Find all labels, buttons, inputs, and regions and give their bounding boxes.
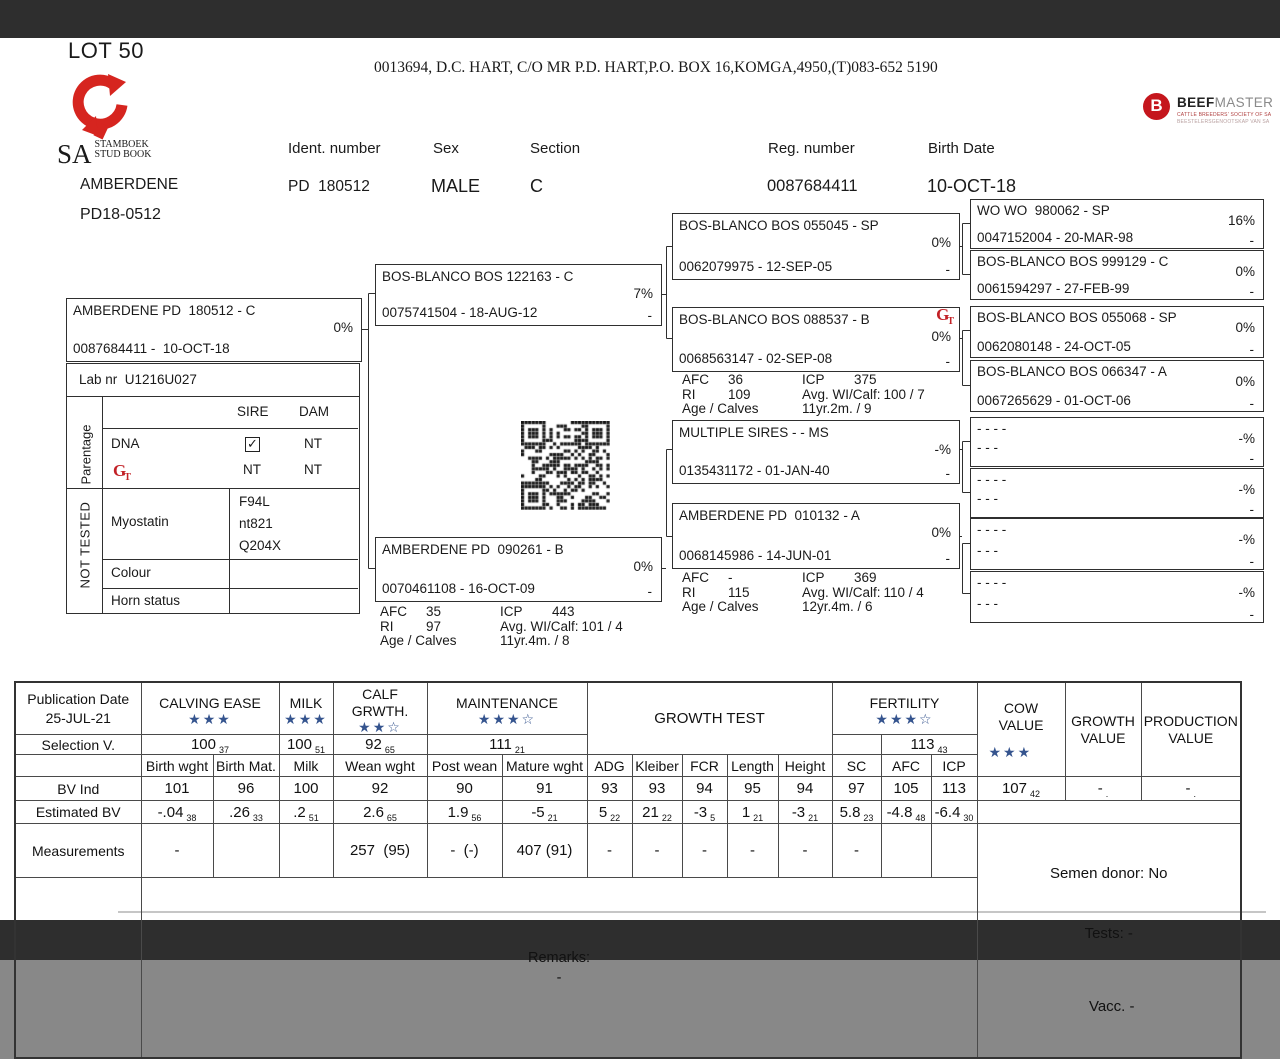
ri-label: RI [682,584,696,600]
ggp1-name: WO WO 980062 - SP [977,203,1110,218]
icp-label: ICP [802,372,825,387]
animal-name: AMBERDENE [80,176,179,193]
ggp-box-5 [970,417,1264,467]
ggp-box-1 [970,199,1264,249]
dam-column-header: DAM [299,404,329,419]
horn-status-row-label: Horn status [111,593,181,608]
beefmaster-logo [1143,93,1273,127]
ggp1-dash: - [1249,233,1254,248]
ggp1-pct: 16% [1227,213,1255,228]
beefmaster-subtitle-1: CATTLE BREEDERS' SOCIETY OF SA [1177,112,1272,118]
sire-name: BOS-BLANCO BOS 122163 - C [382,269,574,284]
ebv-value: .2 $_{51}$ [279,801,333,824]
gp3-name: MULTIPLE SIRES - - MS [679,425,829,440]
dam-stats [380,605,623,649]
ggp4-dash: - [1249,396,1254,411]
gp-box-4 [672,503,960,569]
ggp3-dash: - [1249,342,1254,357]
gp3-pct: -% [934,442,951,457]
measurement-value: - [682,824,727,878]
measurement-value [213,824,279,878]
bv-value: 92 [333,777,427,801]
gp2-dash: - [945,354,950,369]
measurement-value: - [632,824,682,878]
ebv-value: -5 $_{21}$ [502,801,587,824]
gp-box-3 [672,420,960,484]
avg-wi-calf-label: Avg. WI/Calf: [500,618,579,634]
bv-value: 94 [682,777,727,801]
gp4-pct: 0% [931,525,951,540]
measurement-value: - [727,824,778,878]
calving-selection-value: 100 $_{37}$ [141,735,279,755]
ident-number-label: Ident. number [288,140,381,157]
afc-label: AFC [380,604,407,619]
bv-value: 91 [502,777,587,801]
ggp-box-2 [970,250,1264,300]
col-kleiber: Kleiber [632,755,682,777]
bv-value: 90 [427,777,502,801]
ggp3-name: BOS-BLANCO BOS 055068 - SP [977,310,1177,325]
col-height: Height [778,755,832,777]
gp4-icp: 369 [854,570,877,585]
bv-value: 93 [587,777,632,801]
sa-studbook-logo-text [57,139,151,170]
ebv-value: 2.6 $_{65}$ [333,801,427,824]
not-tested-section-label: NOT TESTED [77,501,93,589]
ri-label: RI [380,618,394,634]
dam-pct: 0% [633,559,653,574]
col-afc: AFC [881,755,931,777]
ggp-box-6 [970,468,1264,518]
dam-box [375,537,662,602]
ebv-value: 5.8 $_{23}$ [832,801,881,824]
colour-row-label: Colour [111,565,151,580]
sire-box [375,264,662,326]
ggp-box-7 [970,518,1264,570]
gp1-pct: 0% [931,235,951,250]
gp4-avg: 110 / 4 [883,584,924,600]
subject-inbreeding-pct: 0% [333,320,353,335]
ebv-value: -3 $_{21}$ [778,801,832,824]
myostatin-label: Myostatin [111,514,169,529]
vacc-text: Vacc. - [1088,998,1135,1015]
sire-column-header: SIRE [237,404,269,419]
col-wean-wght: Wean wght [333,755,427,777]
gt-logo: $G_T$ [936,305,954,327]
ggp-box-4 [970,360,1264,412]
sa-logo-line1: STAMBOEK [94,139,149,150]
dam-age-calves: 11yr.4m. / 8 [500,633,570,648]
dna-dam-value: NT [304,436,322,451]
lab-number: Lab nr U1216U027 [79,372,197,387]
gp3-dash: - [945,466,950,481]
ggp6-pct: -% [1238,482,1255,497]
bv-value: 101 [141,777,213,801]
qr-code [521,421,610,510]
lab-dna-table [66,363,360,614]
gp4-afc: - [728,570,733,585]
ggp6-name: - - - - [977,472,1007,487]
gp4-stats [682,571,924,615]
calf-growth-stars: ★★☆ [358,719,402,735]
age-calves-label: Age / Calves [682,599,759,614]
ggp5-pct: -% [1238,431,1255,446]
sire-reg: 0075741504 - 18-AUG-12 [382,305,538,320]
gp4-reg: 0068145986 - 14-JUN-01 [679,548,832,563]
subject-animal-box [66,298,362,362]
sex-label: Sex [433,140,459,157]
cow-value-bv: 107 $_{42}$ [977,777,1065,801]
measurement-value [881,824,931,878]
bv-ind-label: BV Ind [15,777,141,801]
ebv-value: 5 $_{22}$ [587,801,632,824]
sex-value: MALE [431,176,481,196]
publication-date-value: 25-JUL-21 [45,709,111,726]
publication-date-cell: Publication Date 25-JUL-21 [15,682,141,735]
age-calves-label: Age / Calves [682,401,759,416]
gp4-name: AMBERDENE PD 010132 - A [679,508,860,523]
fertility-header: FERTILITY ★★★☆ [832,682,977,735]
birth-date-value: 10-OCT-18 [927,176,1017,196]
ggp5-reg: - - - [977,440,998,455]
ggp7-name: - - - - [977,522,1007,537]
ebv-value: 1 $_{21}$ [727,801,778,824]
subject-reg-birth: 0087684411 - 10-OCT-18 [73,341,230,356]
maintenance-selection-value: 111 $_{21}$ [427,735,587,755]
gp2-stats [682,373,925,417]
measurement-value: 407 (91) [502,824,587,878]
calf-selection-value: 92 $_{65}$ [333,735,427,755]
myostatin-value-1: F94L [239,494,270,509]
dam-afc: 35 [426,604,442,619]
measurement-value: - [587,824,632,878]
bv-value: 100 [279,777,333,801]
gp3-reg: 0135431172 - 01-JAN-40 [679,463,830,478]
ggp7-pct: -% [1238,532,1255,547]
gp1-dash: - [945,262,950,277]
bv-value: 97 [832,777,881,801]
sa-logo-sa: SA [57,139,92,169]
ggp4-pct: 0% [1235,374,1255,389]
ggp8-dash: - [1249,607,1254,622]
gp2-pct: 0% [931,329,951,344]
gp2-name: BOS-BLANCO BOS 088537 - B [679,312,870,327]
dam-icp: 443 [552,604,575,619]
maintenance-stars: ★★★☆ [477,710,537,727]
gp2-avg: 100 / 7 [883,386,925,402]
myostatin-value-3: Q204X [239,538,282,553]
ri-label: RI [682,386,696,402]
ggp1-reg: 0047152004 - 20-MAR-98 [977,230,1134,245]
remarks-value: - [556,969,562,986]
afc-label: AFC [682,372,709,387]
col-post-wean: Post wean [427,755,502,777]
ggp4-reg: 0067265629 - 01-OCT-06 [977,393,1131,408]
sire-dash: - [647,308,652,323]
parentage-section-label: Parentage [78,424,94,485]
semen-donor-cell [977,824,1241,1059]
growth-value-header: GROWTH VALUE [1065,682,1141,777]
col-milk: Milk [279,755,333,777]
ident-number-value: PD 180512 [288,178,370,195]
selection-value-label: Selection V. [15,735,141,755]
avg-wi-calf-label: Avg. WI/Calf: [802,386,881,402]
fertility-selection-value: 113 $_{43}$ [881,735,977,755]
tests-text: Tests: - [1084,925,1133,942]
lot-number: LOT 50 [68,38,144,63]
ggp6-reg: - - - [977,491,998,506]
milk-stars: ★★★ [284,710,328,727]
ggp7-dash: - [1249,554,1254,569]
beefmaster-b-icon: B [1143,93,1170,120]
bv-value: 93 [632,777,682,801]
ebv-value: -4.8 $_{48}$ [881,801,931,824]
ggp2-dash: - [1249,284,1254,299]
production-value-header: PRODUCTION VALUE [1141,682,1241,777]
gp2-age-calves: 11yr.2m. / 9 [802,401,872,416]
beefmaster-subtitle-2: BEESTELERSGENOOTSKAP VAN SA [1177,119,1270,125]
section-value: C [530,176,543,196]
gp2-reg: 0068563147 - 02-SEP-08 [679,351,833,366]
milk-header: MILK ★★★ [279,682,333,735]
beefmaster-name-light: MASTER [1214,95,1274,110]
cow-value-header: COW VALUE ★★★ [977,682,1065,777]
gp2-ri: 109 [728,386,751,402]
ggp8-pct: -% [1238,585,1255,600]
afc-label: AFC [682,570,709,585]
ggp6-dash: - [1249,502,1254,517]
gp4-dash: - [945,551,950,566]
myostatin-value-2: nt821 [239,516,273,531]
fertility-stars: ★★★☆ [875,710,934,727]
dam-ri: 97 [426,618,442,634]
ggp2-pct: 0% [1235,264,1255,279]
col-icp: ICP [931,755,977,777]
reg-number-value: 0087684411 [767,177,858,195]
ggp4-name: BOS-BLANCO BOS 066347 - A [977,364,1167,379]
semen-donor-text: Semen donor: No [1049,865,1168,882]
growth-value-bv: - $_.$ [1065,777,1141,801]
measurement-value: 257 (95) [333,824,427,878]
gt-logo: $G_T$ [113,461,131,483]
remarks-label: Remarks: [527,949,591,966]
col-birth-mat: Birth Mat. [213,755,279,777]
top-bar [0,0,1280,38]
measurement-value [279,824,333,878]
dna-row-label: DNA [111,436,140,451]
gt-dam-value: NT [304,462,322,477]
ggp2-reg: 0061594297 - 27-FEB-99 [977,281,1130,296]
gp1-reg: 0062079975 - 12-SEP-05 [679,259,833,274]
section-label: Section [530,140,581,157]
dam-name: AMBERDENE PD 090261 - B [382,542,564,557]
ggp5-dash: - [1249,451,1254,466]
measurement-value: - (-) [427,824,502,878]
measurements-label: Measurements [15,824,141,878]
dam-dash: - [647,584,652,599]
milk-selection-value: 100 $_{51}$ [279,735,333,755]
ebv-value: -.04 $_{38}$ [141,801,213,824]
gt-sire-value: NT [243,462,261,477]
remarks-cell [141,878,977,1058]
reg-number-label: Reg. number [768,140,855,157]
subject-name: AMBERDENE PD 180512 - C [73,303,256,318]
col-length: Length [727,755,778,777]
gp2-icp: 375 [854,372,877,387]
ebv-value: -6.4 $_{30}$ [931,801,977,824]
ebv-value: .26 $_{33}$ [213,801,279,824]
birth-date-label: Birth Date [928,140,995,157]
avg-wi-calf-label: Avg. WI/Calf: [802,584,881,600]
cow-value-stars: ★★★ [988,744,1033,760]
icp-label: ICP [802,570,825,585]
ebv-value: 1.9 $_{56}$ [427,801,502,824]
col-fcr: FCR [682,755,727,777]
gp2-afc: 36 [728,372,744,387]
gp1-name: BOS-BLANCO BOS 055045 - SP [679,218,879,233]
ebv-value: 21 $_{22}$ [632,801,682,824]
bv-value: 105 [881,777,931,801]
calving-ease-stars: ★★★ [188,710,232,727]
col-sc: SC [832,755,881,777]
ggp3-pct: 0% [1235,320,1255,335]
animal-code: PD18-0512 [80,206,161,223]
summary-table [14,681,1242,1059]
ggp8-reg: - - - [977,596,998,611]
bv-value: 96 [213,777,279,801]
measurement-value: - [778,824,832,878]
calving-ease-header: CALVING EASE ★★★ [141,682,279,735]
ggp-box-3 [970,306,1264,358]
measurement-value [931,824,977,878]
sa-studbook-logo-icon [70,72,134,138]
calf-growth-header: CALF GRWTH. ★★☆ [333,682,427,735]
gp4-ri: 115 [728,584,750,600]
sa-logo-line2: STUD BOOK [94,149,152,160]
beefmaster-name-bold: BEEF [1177,95,1215,110]
bv-value: 113 [931,777,977,801]
growth-test-header: GROWTH TEST [587,682,832,755]
measurement-value: - [832,824,881,878]
bv-value: 94 [778,777,832,801]
age-calves-label: Age / Calves [380,633,457,648]
production-value-bv: - $_.$ [1141,777,1241,801]
ggp5-name: - - - - [977,421,1007,436]
col-adg: ADG [587,755,632,777]
breeder-contact-line: 0013694, D.C. HART, C/O MR P.D. HART,P.O. BOX 16,KOMGA,4950,(T)083-652 5190 [374,59,938,76]
gp4-age-calves: 12yr.4m. / 6 [802,599,873,614]
bv-value: 95 [727,777,778,801]
dna-sire-checkbox: ✓ [245,437,260,452]
gp-box-2 [672,307,960,372]
col-mature-wght: Mature wght [502,755,587,777]
ggp2-name: BOS-BLANCO BOS 999129 - C [977,254,1169,269]
col-birth-wght: Birth wght [141,755,213,777]
ggp-box-8 [970,571,1264,623]
measurement-value: - [141,824,213,878]
sire-pct: 7% [633,286,653,301]
dam-reg: 0070461108 - 16-OCT-09 [382,581,535,596]
gp-box-1 [672,213,960,280]
ebv-value: -3 $_5$ [682,801,727,824]
estimated-bv-label: Estimated BV [15,801,141,824]
ggp8-name: - - - - [977,575,1007,590]
ggp7-reg: - - - [977,543,998,558]
icp-label: ICP [500,604,523,619]
dam-avg: 101 / 4 [581,618,623,634]
maintenance-header: MAINTENANCE ★★★☆ [427,682,587,735]
ggp3-reg: 0062080148 - 24-OCT-05 [977,339,1131,354]
